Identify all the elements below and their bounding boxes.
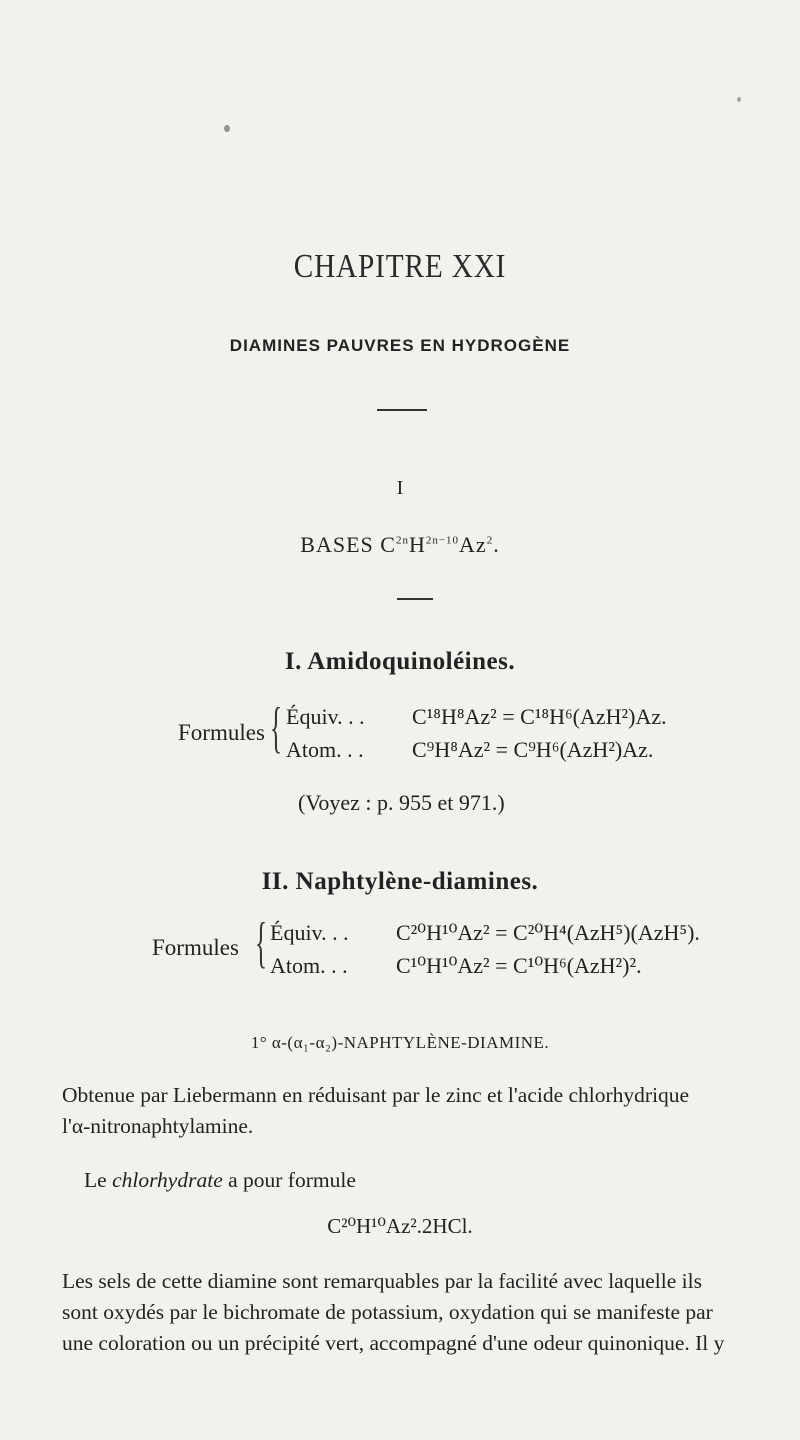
reference-note: (Voyez : p. 955 et 971.): [298, 790, 505, 815]
formulas-label: Formules: [152, 935, 239, 960]
text-italic: chlorhydrate: [112, 1168, 223, 1192]
compound-subheading: 1° α-(α₁-α₂)-NAPHTYLÈNE-DIAMINE.: [250, 1033, 550, 1052]
section-number: I: [396, 477, 404, 499]
formula-chlorhydrate: C²⁰H¹⁰Az².2HCl.: [327, 1214, 473, 1238]
chapter-title: CHAPITRE XXI: [293, 248, 507, 285]
text-line: l'α-nitronaphtylamine.: [62, 1114, 254, 1138]
text-line: une coloration ou un précipité vert, accompagné d'une odeur quinonique. Il y: [62, 1331, 725, 1355]
divider: [377, 409, 427, 411]
brace: {: [270, 697, 283, 759]
paragraph-chlorhydrate: [84, 1165, 800, 1196]
brace: {: [255, 912, 268, 974]
ink-spot: [737, 97, 741, 102]
formula-atom: C¹⁰H¹⁰Az² = C¹⁰H⁶(AzH²)².: [396, 953, 642, 978]
formula-label-equiv: Équiv. . .: [270, 920, 349, 945]
text-line: Les sels de cette diamine sont remarquables par la facilité avec laquelle ils: [62, 1269, 702, 1293]
section-title-naphtylene-diamines: II. Naphtylène-diamines.: [261, 868, 539, 895]
text-line: Obtenue par Liebermann en réduisant par le zinc et l'acide chlorhydrique: [62, 1083, 690, 1107]
text-line: sont oxydés par le bichromate de potassium, oxydation qui se manifeste par: [62, 1300, 713, 1324]
section-title-amidoquinoleines: I. Amidoquinoléines.: [284, 648, 516, 675]
paragraph-obtention: [62, 1080, 782, 1142]
bases-heading: BASES $C^{2n}H^{2n-10}Az^2$.: [300, 532, 500, 557]
text-fragment: a pour formule: [222, 1168, 356, 1192]
formula-label-equiv: Équiv. . .: [286, 704, 365, 729]
text-fragment: Le: [84, 1168, 113, 1192]
divider: [397, 598, 433, 600]
formula-label-atom: Atom. . .: [270, 953, 348, 978]
paragraph-sels: [62, 1266, 782, 1359]
formula-equiv: C²⁰H¹⁰Az² = C²⁰H⁴(AzH⁵)(AzH⁵).: [396, 920, 700, 945]
formula-atom: C⁹H⁸Az² = C⁹H⁶(AzH²)Az.: [412, 737, 654, 762]
formulas-label: Formules: [178, 720, 265, 745]
formula-equiv: C¹⁸H⁸Az² = C¹⁸H⁶(AzH²)Az.: [412, 704, 667, 729]
formula-label-atom: Atom. . .: [286, 737, 364, 762]
chapter-subtitle: DIAMINES PAUVRES EN HYDROGÈNE: [229, 336, 571, 355]
ink-spot: [224, 125, 230, 132]
